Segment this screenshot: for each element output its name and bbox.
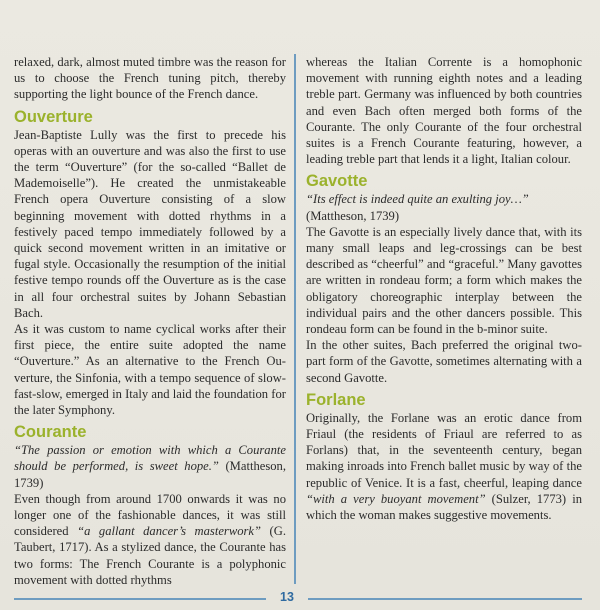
courante-text-b: (G. Taubert, 1717). As a stylized dance, the Courante has two forms: The French Courante is a polyphonic movement with dotted rhythms xyxy=(14,524,286,587)
ouverture-paragraph-1: Jean-Baptiste Lully was the first to precede his operas with an ouverture and was also the first to use the term “Ouverture” (for the so-called “Ballet de Mademoiselle”). He created the unmistakeable French opera Ouverture consisting of a slow beginning movement with dotted rhythms in a festively paced tempo immediately followed by a quick second movement written in an imitative or fugal style. Occasionally the resumption of the initial festive tempo rounds off the Ouverture as is the case in all four orchestral suites by Johann Sebastian Bach. xyxy=(14,127,286,320)
gavotte-paragraph-1: The Gavotte is an especially lively dance that, with its many small leaps and leg-crossings can be best described as “cheerful” and “graceful.” Many gavottes are written in rondeau form; a form which makes the obligatory choreographic interplay between the individual pairs and the other dancers possible. This rondeau form can be found in the b-minor suite. xyxy=(306,224,582,337)
right-intro-paragraph: whereas the Italian Corrente is a homophonic movement with running eighth notes and a leading treble part. Germany was influenced by both countries and even Bach often merged both forms of the Courante. The only Courante of the four orchestral suites is a French Courante featuring, however, a leading treble part that lends it a light, Italian colour. xyxy=(306,55,582,167)
courante-text-a: Even though from around 1700 onwards it was no longer one of the fashionable dances, it was still considered xyxy=(14,491,286,539)
page-number: 13 xyxy=(280,590,294,604)
left-column xyxy=(14,54,286,588)
right-column xyxy=(306,54,582,523)
courante-quote: “The passion or emotion with which a Courante should be performed, is sweet hope.” xyxy=(14,443,286,474)
left-intro-paragraph: relaxed, dark, almost muted timbre was the reason for us to choose the French tuning pitch, thereby supporting the light bounce of the French dance. xyxy=(14,55,286,102)
courante-inline-quote: “a gallant dancer’s masterwork” xyxy=(77,524,262,539)
courante-heading: Courante xyxy=(14,423,87,442)
gavotte-heading: Gavotte xyxy=(306,172,368,191)
forlane-text-b: (Sulzer, 1773) in which the woman makes suggestive movements. xyxy=(306,491,582,523)
gavotte-quote-cite: (Mattheson, 1739) xyxy=(306,208,400,223)
courante-paragraph-1 xyxy=(14,491,286,588)
forlane-inline-quote: “with a very buoyant movement” xyxy=(306,491,486,506)
courante-quote-cite: (Mattheson, 1739) xyxy=(14,459,286,490)
ouverture-heading: Ouverture xyxy=(14,107,93,126)
forlane-paragraph-1 xyxy=(306,410,582,523)
column-divider xyxy=(294,54,296,584)
forlane-text-a: Originally, the Forlane was an erotic dance from Friaul (the residents of Friaul are referred to as Forlans) that, in the seventeenth century, began making inroads into French ballet music by way of the republic of Venice. It is a fast, cheerful, leaping dance xyxy=(306,410,582,490)
gavotte-quote: “Its effect is indeed quite an exulting joy…” xyxy=(306,192,529,207)
gavotte-paragraph-2: In the other suites, Bach preferred the original two-part form of the Gavotte, sometimes alternating with a second Gavotte. xyxy=(306,338,582,385)
footer-rule-left xyxy=(14,598,266,600)
courante-quote-block xyxy=(14,442,286,491)
ouverture-paragraph-2: As it was custom to name cyclical works after their first piece, the entire suite adopted the name “Ouverture.” As an alternative to the French Ouverture, the Sinfonia, with a tempo sequence of slow-fast-slow, emerged in Italy and laid the foundation for the later Symphony. xyxy=(14,322,286,418)
footer-rule-right xyxy=(308,598,582,600)
forlane-heading: Forlane xyxy=(306,390,366,409)
